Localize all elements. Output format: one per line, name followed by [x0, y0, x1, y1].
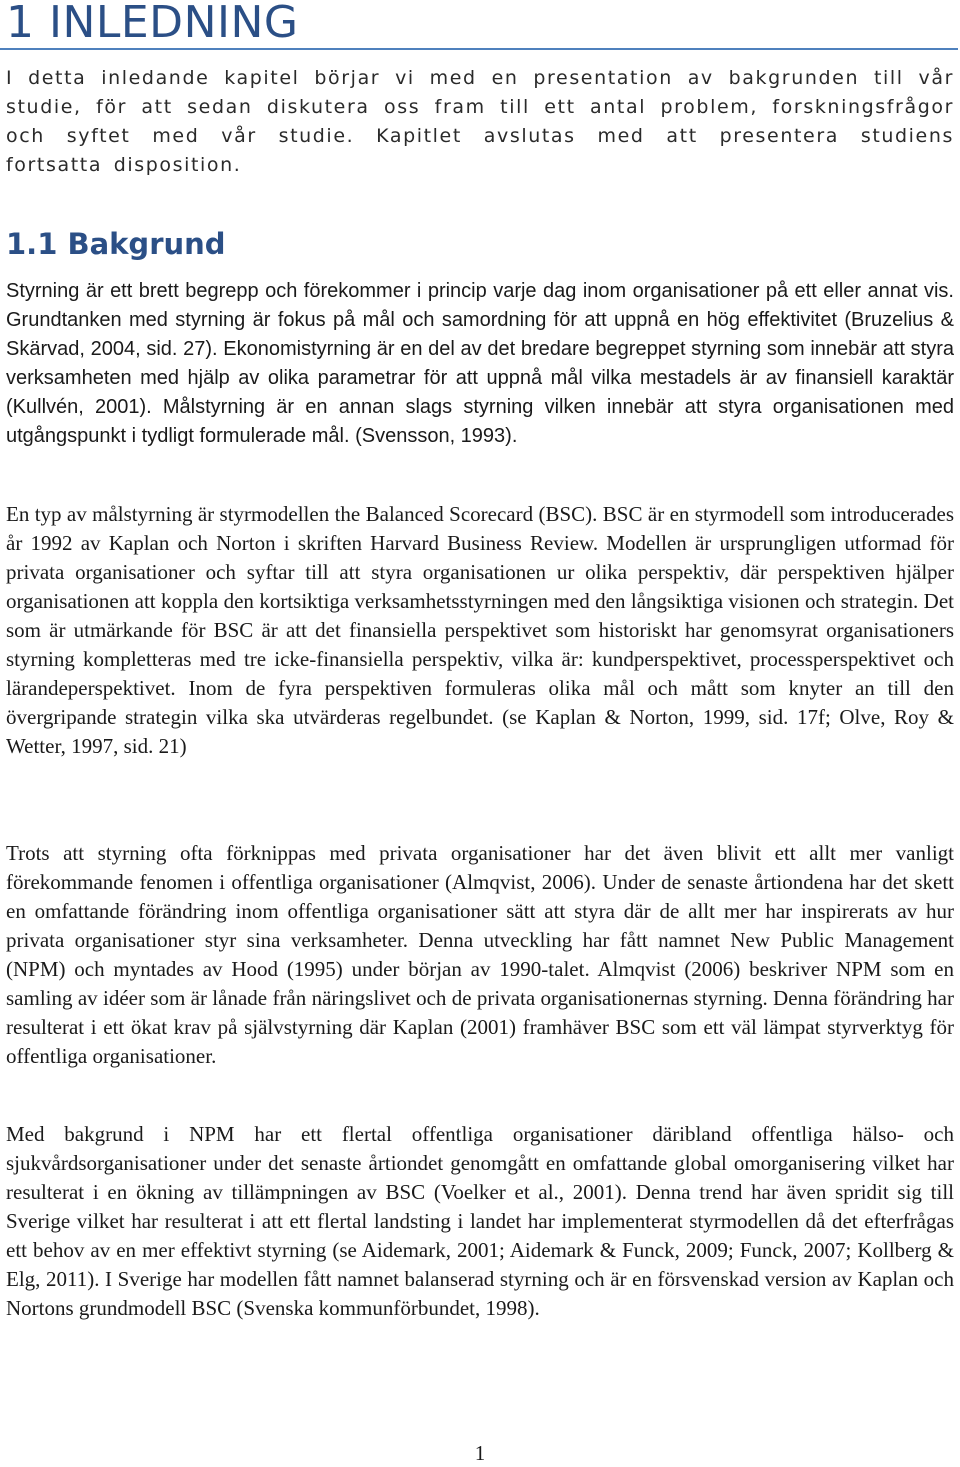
paragraph-styrning: Styrning är ett brett begrepp och förekommer i princip varje dag inom organisationer på ett eller annat vis. Grundtanken med styrning är fokus på mål och samordning för att uppnå en hög effektivitet (Bruzelius & Skärvad, 2004, sid. 27). Ekonomistyrning är en del av det bredare begreppet styrning som innebär att styra verksamheten med hjälp av olika parametrar för att uppnå mål vilka mestadels är av finansiell karaktär (Kullvén, 2001). Målstyrning är en annan slags styrning vilken innebär att styra organisationen med utgångspunkt i tydligt formulerade mål. (Svensson, 1993). — [6, 280, 954, 447]
heading-divider — [0, 48, 958, 50]
chapter-intro: I detta inledande kapitel börjar vi med en presentation av bakgrunden till vår studie, för att sedan diskutera oss fram till ett antal problem, forskningsfrågor och syftet med vår studie. Kapitlet avslutas med att presentera studiens fortsatta disposition. — [6, 67, 954, 176]
page-number: 1 — [474, 1441, 486, 1465]
chapter-title: 1 INLEDNING — [6, 0, 299, 48]
paragraph-landsting: Med bakgrund i NPM har ett flertal offentliga organisationer däribland offentliga hälso- och sjukvårdsorganisationer under det senaste årtiondet genomgått en omfattande global omorganisering vilket har resulterat i en ökning av tillämpningen av BSC (Voelker et al., 2001). Denna trend har även spridit sig till Sverige vilket har resulterat i att ett flertal landsting i landet har implementerat styrmodellen då det efterfrågas ett behov av en mer effektivt styrning (se Aidemark, 2001; Aidemark & Funck, 2009; Funck, 2007; Kollberg & Elg, 2011). I Sverige har modellen fått namnet balanserad styrning och är en försvenskad version av Kaplan och Nortons grundmodell BSC (Svenska kommunförbundet, 1998). — [6, 1122, 954, 1320]
paragraph-npm: Trots att styrning ofta förknippas med privata organisationer har det även blivit ett allt mer vanligt förekommande fenomen i offentliga organisationer (Almqvist, 2006). Under de senaste årtiondena har det skett en omfattande förändring inom offentliga organisationer sätt att styra där de allt mer har inspirerats av hur privata organisationer styr sina verksamheter. Denna utveckling har fått namnet New Public Management (NPM) och myntades av Hood (1995) under början av 1990-talet. Almqvist (2006) beskriver NPM som en samling av idéer som är lånade från näringslivet och de privata organisationernas styrning. Denna förändring har resulterat i ett ökat krav på självstyrning där Kaplan (2001) framhäver BSC som ett väl lämpat styrverktyg för offentliga organisationer. — [6, 841, 954, 1068]
section-title: 1.1 Bakgrund — [6, 227, 226, 261]
paragraph-bsc: En typ av målstyrning är styrmodellen the Balanced Scorecard (BSC). BSC är en styrmodell som introducerades år 1992 av Kaplan och Norton i skriften Harvard Business Review. Modellen är ursprungligen utformad för privata organisationer och syftar till att styra organisationen ur olika perspektiv, där perspektiven hjälper organisationen att koppla den kortsiktiga verksamhetsstyrningen med den långsiktiga visionen och strategin. Det som är utmärkande för BSC är att det finansiella perspektivet som historiskt har genomsyrat organisationers styrning kompletteras med tre icke-finansiella perspektiv, vilka är: kundperspektivet, processperspektivet och lärandeperspektivet. Inom de fyra perspektiven formuleras olika mål och mått som knyter an till den övergripande strategin vilka ska utvärderas regelbundet. (se Kaplan & Norton, 1999, sid. 17f; Olve, Roy & Wetter, 1997, sid. 21) — [6, 502, 954, 758]
